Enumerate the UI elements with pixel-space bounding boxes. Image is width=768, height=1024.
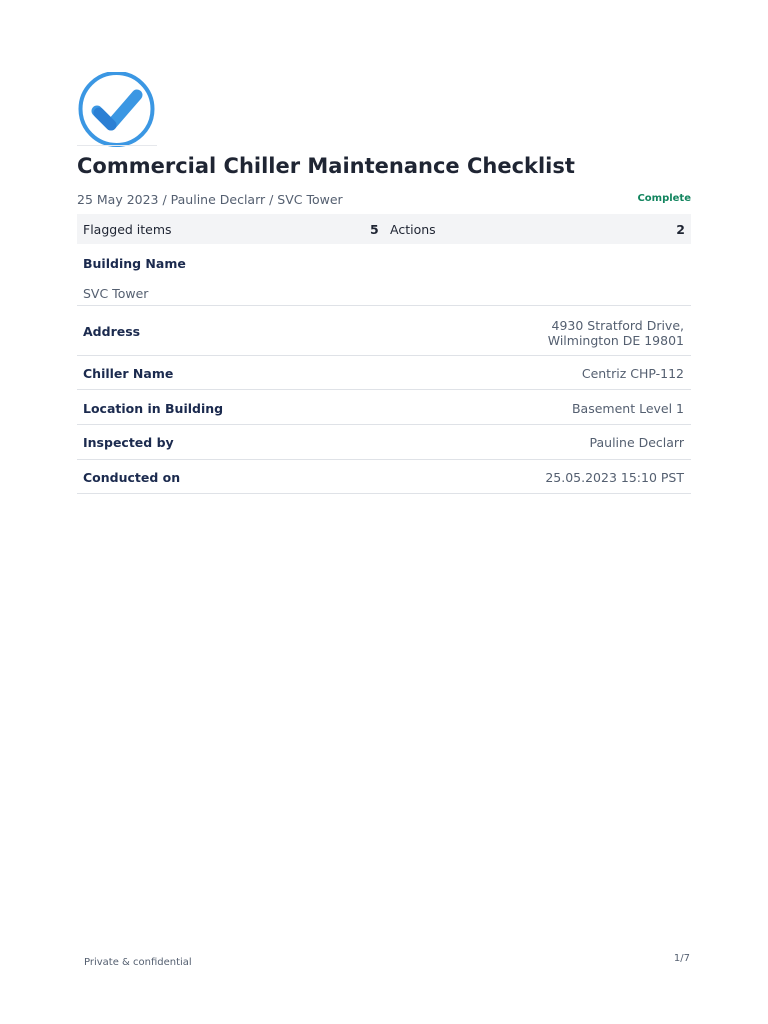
field-value: SVC Tower <box>83 286 149 301</box>
summary-bar <box>77 214 691 244</box>
field-value <box>548 318 684 348</box>
field-label: Location in Building <box>83 401 224 416</box>
actions-label: Actions <box>390 222 436 237</box>
field-label: Building Name <box>83 256 186 271</box>
address-line-2: Wilmington DE 19801 <box>547 333 684 348</box>
flagged-items-label: Flagged items <box>83 222 172 237</box>
field-conducted-on <box>77 460 691 494</box>
field-inspected-by <box>77 425 691 460</box>
field-chiller-name <box>77 356 691 390</box>
address-line-1: 4930 Stratford Drive, <box>551 318 684 333</box>
flagged-items-count: 5 <box>370 222 379 237</box>
field-value: Basement Level 1 <box>571 401 684 416</box>
field-building-name <box>77 248 691 306</box>
field-value: 25.05.2023 15:10 PST <box>545 470 684 485</box>
field-location <box>77 390 691 425</box>
report-meta: 25 May 2023 / Pauline Declarr / SVC Tower <box>77 192 343 207</box>
field-label: Inspected by <box>83 435 174 450</box>
field-label: Chiller Name <box>83 366 174 381</box>
status-badge: Complete <box>637 193 691 204</box>
field-label: Conducted on <box>83 470 181 485</box>
field-value: Centriz CHP-112 <box>581 366 684 381</box>
checkmark-logo-icon <box>77 72 157 148</box>
report-meta-row <box>77 192 691 210</box>
logo-divider <box>77 145 157 146</box>
field-address <box>77 306 691 356</box>
field-value: Pauline Declarr <box>589 435 684 450</box>
page-title: Commercial Chiller Maintenance Checklist <box>77 154 575 178</box>
page-number: 1/7 <box>673 953 690 964</box>
actions-count: 2 <box>676 222 685 237</box>
confidential-note: Private & confidential <box>84 957 192 968</box>
field-label: Address <box>83 324 141 339</box>
